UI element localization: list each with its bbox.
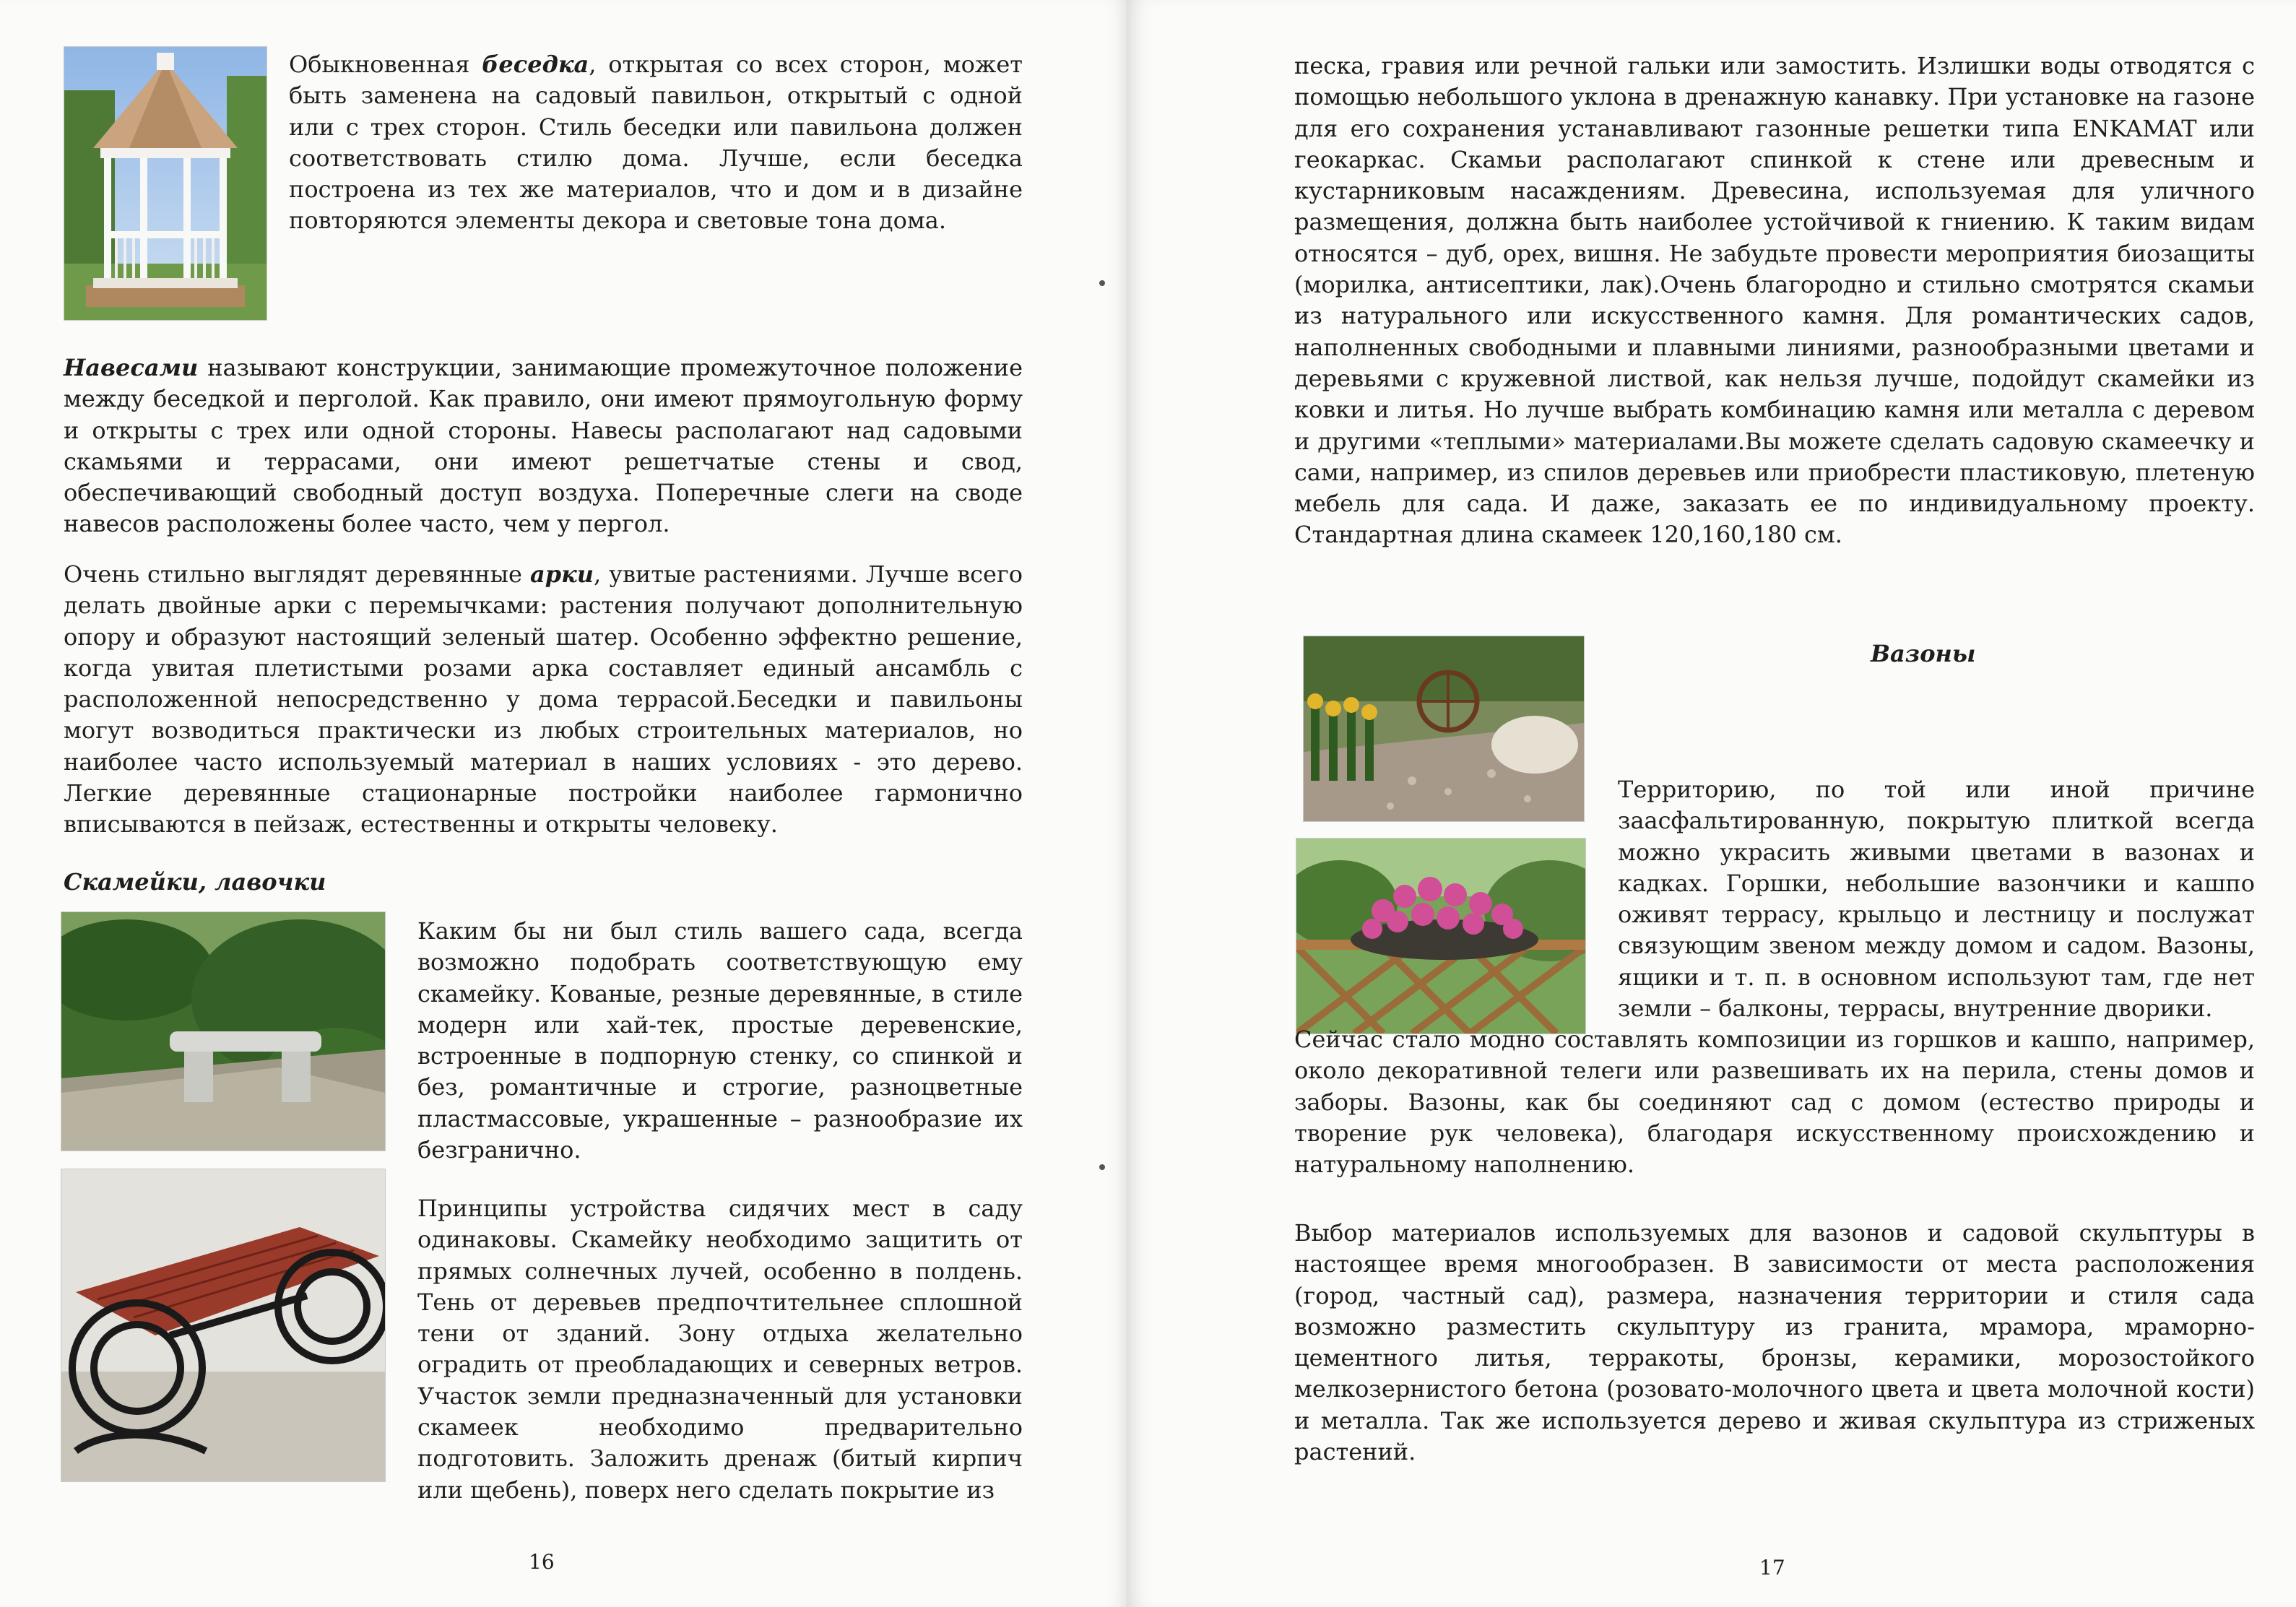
vases-paragraph-1-continued: Сейчас стало модно составлять композиции из горшков и кашпо, например, около декоративной телеги или развешивать их на перила, стены домов и заборы. Вазоны, как бы соединяют сад с домом (естество природы и творение рук человека), благодаря искусственному происхождению и натуральному наполнению. [1294, 1026, 2255, 1179]
flower-basket-photo [1296, 838, 1586, 1034]
gazebo-paragraph: Обыкновенная беседка, открытая со всех сторон, может быть заменена на садовый павильон, открытый с одной или с трех сторон. Стиль беседки или павильона должен соответствовать стилю дома. Лучше, если беседка построена из тех же материалов, что и дом и в дизайне повторяются элементы декора и световые тона дома. [289, 51, 1023, 235]
term-canopy: Навесами [64, 354, 199, 381]
iron-bench-photo [61, 1169, 386, 1482]
benches-continued-paragraph: песка, гравия или речной гальки или замостить. Излишки воды отводятся с помощью небольшого уклона в дренажную канавку. При установке на газоне для его сохранения устанавливают газонные решетки типа ENKAMAT или геокаркас. Скамьи располагают спинкой к стене или древесным и кустарниковым насаждениям. Древесина, используемая для уличного размещения, должна быть наиболее устойчивой к гниению. К таким видам относятся – дуб, орех, вишня. Не забудьте провести мероприятия биозащиты (морилка, антисептики, лак).Очень благородно и стильно смотрятся скамьи из натурального или искусственного камня. Для романтических садов, наполненных свободными и плавными линиями, разнообразными цветами и деревьями с кружевной листвой, как нельзя лучше, подойдут скамейки из ковки и литья. Но лучше выбрать комбинацию камня или металла с деревом и другими «теплыми» материалами.Вы можете сделать садовую скамеечку и сами, например, из спилов деревьев или приобрести пластиковую, плетеную мебель для сада. И даже, заказать ее по индивидуальному проекту. Стандартная длина скамеек 120,160,180 см. [1294, 52, 2255, 549]
benches-heading: Скамейки, лавочки [64, 868, 326, 896]
benches-paragraph-2: Принципы устройства сидячих мест в саду одинаковы. Скамейку необходимо защитить от прямых солнечных лучей, особенно в полдень. Тень от деревьев предпочтительнее сплошной тени от зданий. Зону отдыха желательно оградить от преобладающих и северных ветров. Участок земли предназначенный для установки скамеек необходимо предварительно подготовить. Заложить дренаж (битый кирпич или щебень), поверх него сделать покрытие из [417, 1195, 1023, 1504]
page-number-right: 17 [1759, 1556, 1785, 1580]
vases-paragraph-2: Выбор материалов используемых для вазонов и садовой скульптуры в настоящее время многообразен. В зависимости от места расположения (город, частный сад), размера, назначения территории и стиля сада возможно разместить скульптуру из гранита, мрамора, мраморно-цементного литья, терракоты, бронзы, керамики, морозостойкого мелкозернистого бетона (розовато-молочного цвета и цвета молочной кости) и металла. Так же используется дерево и живая скульптура из стриженых растений. [1294, 1219, 2255, 1466]
page-number-left: 16 [529, 1550, 555, 1574]
gazebo-photo [64, 46, 267, 321]
right-page [1127, 0, 2296, 1607]
binding-mark [1099, 1164, 1105, 1170]
vases-heading: Вазоны [1871, 640, 1976, 667]
term-gazebo: беседка [482, 51, 589, 78]
term-arches: арки [529, 560, 594, 588]
canopy-paragraph: Навесами называют конструкции, занимающие промежуточное положение между беседкой и перголой. Как правило, они имеют прямоугольную форму и открыты с трех или одной стороны. Навесы располагают над садовыми скамьями и террасами, они имеют решетчатые стены и свод, обеспечивающий свободный доступ воздуха. Поперечные слеги на своде навесов расположены более часто, чем у пергол. [64, 354, 1023, 538]
binding-mark [1099, 280, 1105, 286]
garden-cart-photo [1303, 636, 1585, 822]
left-page [0, 0, 1127, 1607]
benches-paragraph-1: Каким бы ни был стиль вашего сада, всегда возможно подобрать соответствующую ему скамейку. Кованые, резные деревянные, в стиле модерн или хай-тек, простые деревенские, встроенные в подпорную стенку, со спинкой и без, романтичные и строгие, разноцветные пластмассовые, украшенные – разнообразие их безгранично. [417, 917, 1023, 1164]
stone-bench-photo [61, 911, 386, 1151]
vases-paragraph-1: Территорию, по той или иной причине заасфальтированную, покрытую плиткой всегда можно украсить живыми цветами в вазонах и кадках. Горшки, небольшие вазончики и кашпо оживят террасу, крыльцо и лестницу и послужат связующим звеном между домом и садом. Вазоны, ящики и т. п. в основном используют там, где нет земли – балконы, террасы, внутренние дворики. [1618, 776, 2255, 1023]
arches-paragraph: Очень стильно выглядят деревянные арки, увитые растениями. Лучше всего делать двойные арки с перемычками: растения получают дополнительную опору и образуют настоящий зеленый шатер. Особенно эффектно решение, когда увитая плетистыми розами арка составляет единый ансамбль с расположенной непосредственно у дома террасой.Беседки и павильоны могут возводиться практически из любых строительных материалов, но наиболее часто используемый материал в наших условиях - это дерево. Легкие деревянные стационарные постройки наиболее гармонично вписываются в пейзаж, естественны и открыты человеку. [64, 560, 1023, 839]
